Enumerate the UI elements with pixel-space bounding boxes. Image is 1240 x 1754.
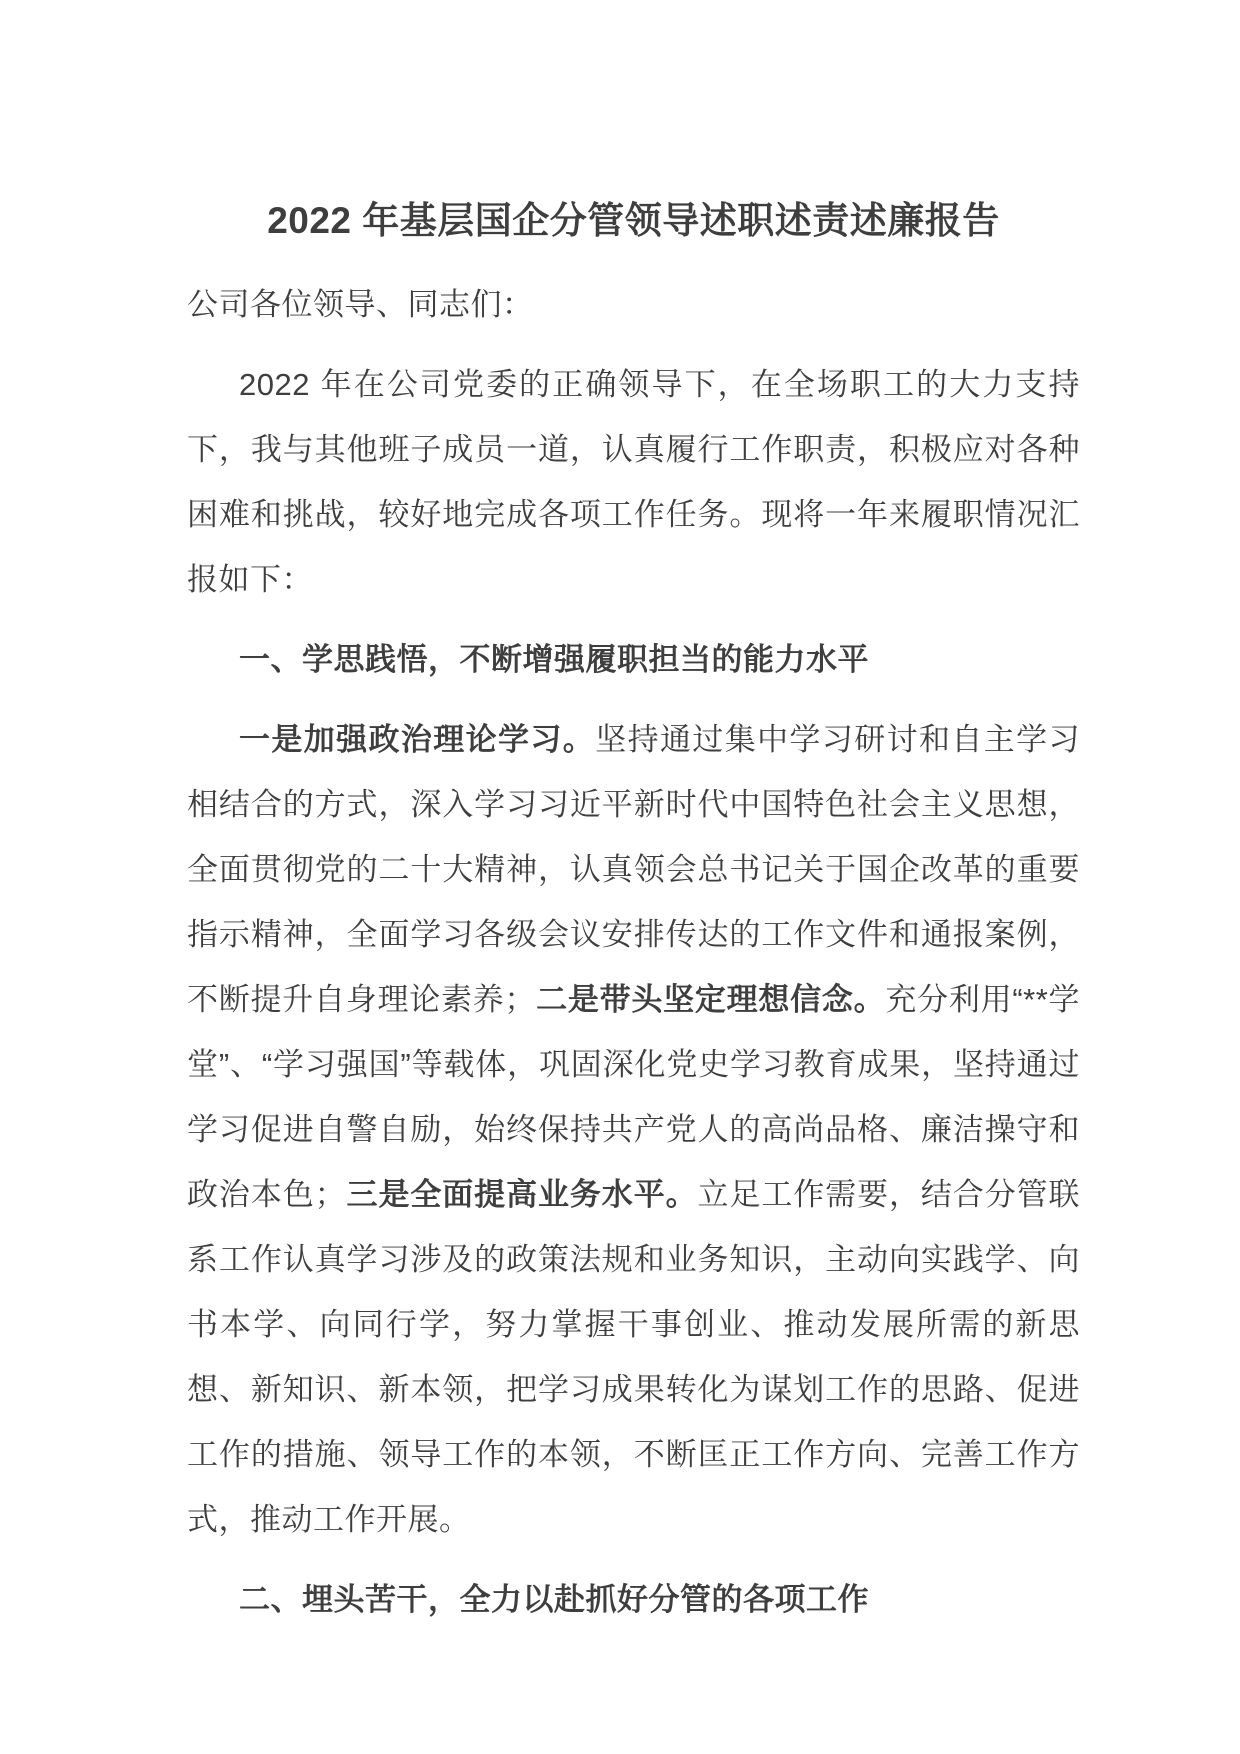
text-run: 立足工作需要，结合分管联系工作认真学习涉及的政策法规和业务知识，主动向实践学、向书本学、向同行学，努力掌握干事创业、推动发展所需的新思想、新知识、新本领，把学习成果转化为谋划工作的思路、促进工作的措施、领导工作的本领，不断匡正工作方向、完善工作方式，推动工作开展。 (187, 1177, 1081, 1537)
document-title: 2022 年基层国企分管领导述职述责述廉报告 (267, 200, 1000, 241)
text-run: 充分利用“**学堂”、“学习强国”等载体，巩固深化党史学习教育成果，坚持通过学习促进自警自励，始终保持共产党人的高尚品格、廉洁操守和政治本色； (187, 982, 1081, 1212)
text-run: 坚持通过集中学习研讨和自主学习相结合的方式，深入学习习近平新时代中国特色社会主义思想，全面贯彻党的二十大精神，认真领会总书记关于国企改革的重要指示精神，全面学习各级会议安排传达的工作文件和通报案例，不断提升自身理论素养； (187, 722, 1081, 1017)
text-run: 一是加强政治理论学习。 (239, 722, 596, 757)
body-paragraph (187, 707, 1080, 1552)
document-body (187, 352, 1080, 1632)
text-run: 一、学思践悟，不断增强履职担当的能力水平 (239, 642, 869, 677)
section-heading (187, 627, 1080, 692)
text-run: 二是带头坚定理想信念。 (535, 982, 886, 1017)
text-run: 三是全面提高业务水平。 (346, 1177, 698, 1212)
text-run: 二、埋头苦干，全力以赴抓好分管的各项工作 (239, 1582, 869, 1617)
body-paragraph (187, 352, 1080, 612)
greeting-line: 公司各位领导、同志们： (187, 287, 534, 322)
text-run: 2022 年在公司党委的正确领导下，在全场职工的大力支持下，我与其他班子成员一道，认真履行工作职责，积极应对各种困难和挑战，较好地完成各项工作任务。现将一年来履职情况汇报如下： (187, 367, 1080, 597)
section-heading (187, 1567, 1080, 1632)
